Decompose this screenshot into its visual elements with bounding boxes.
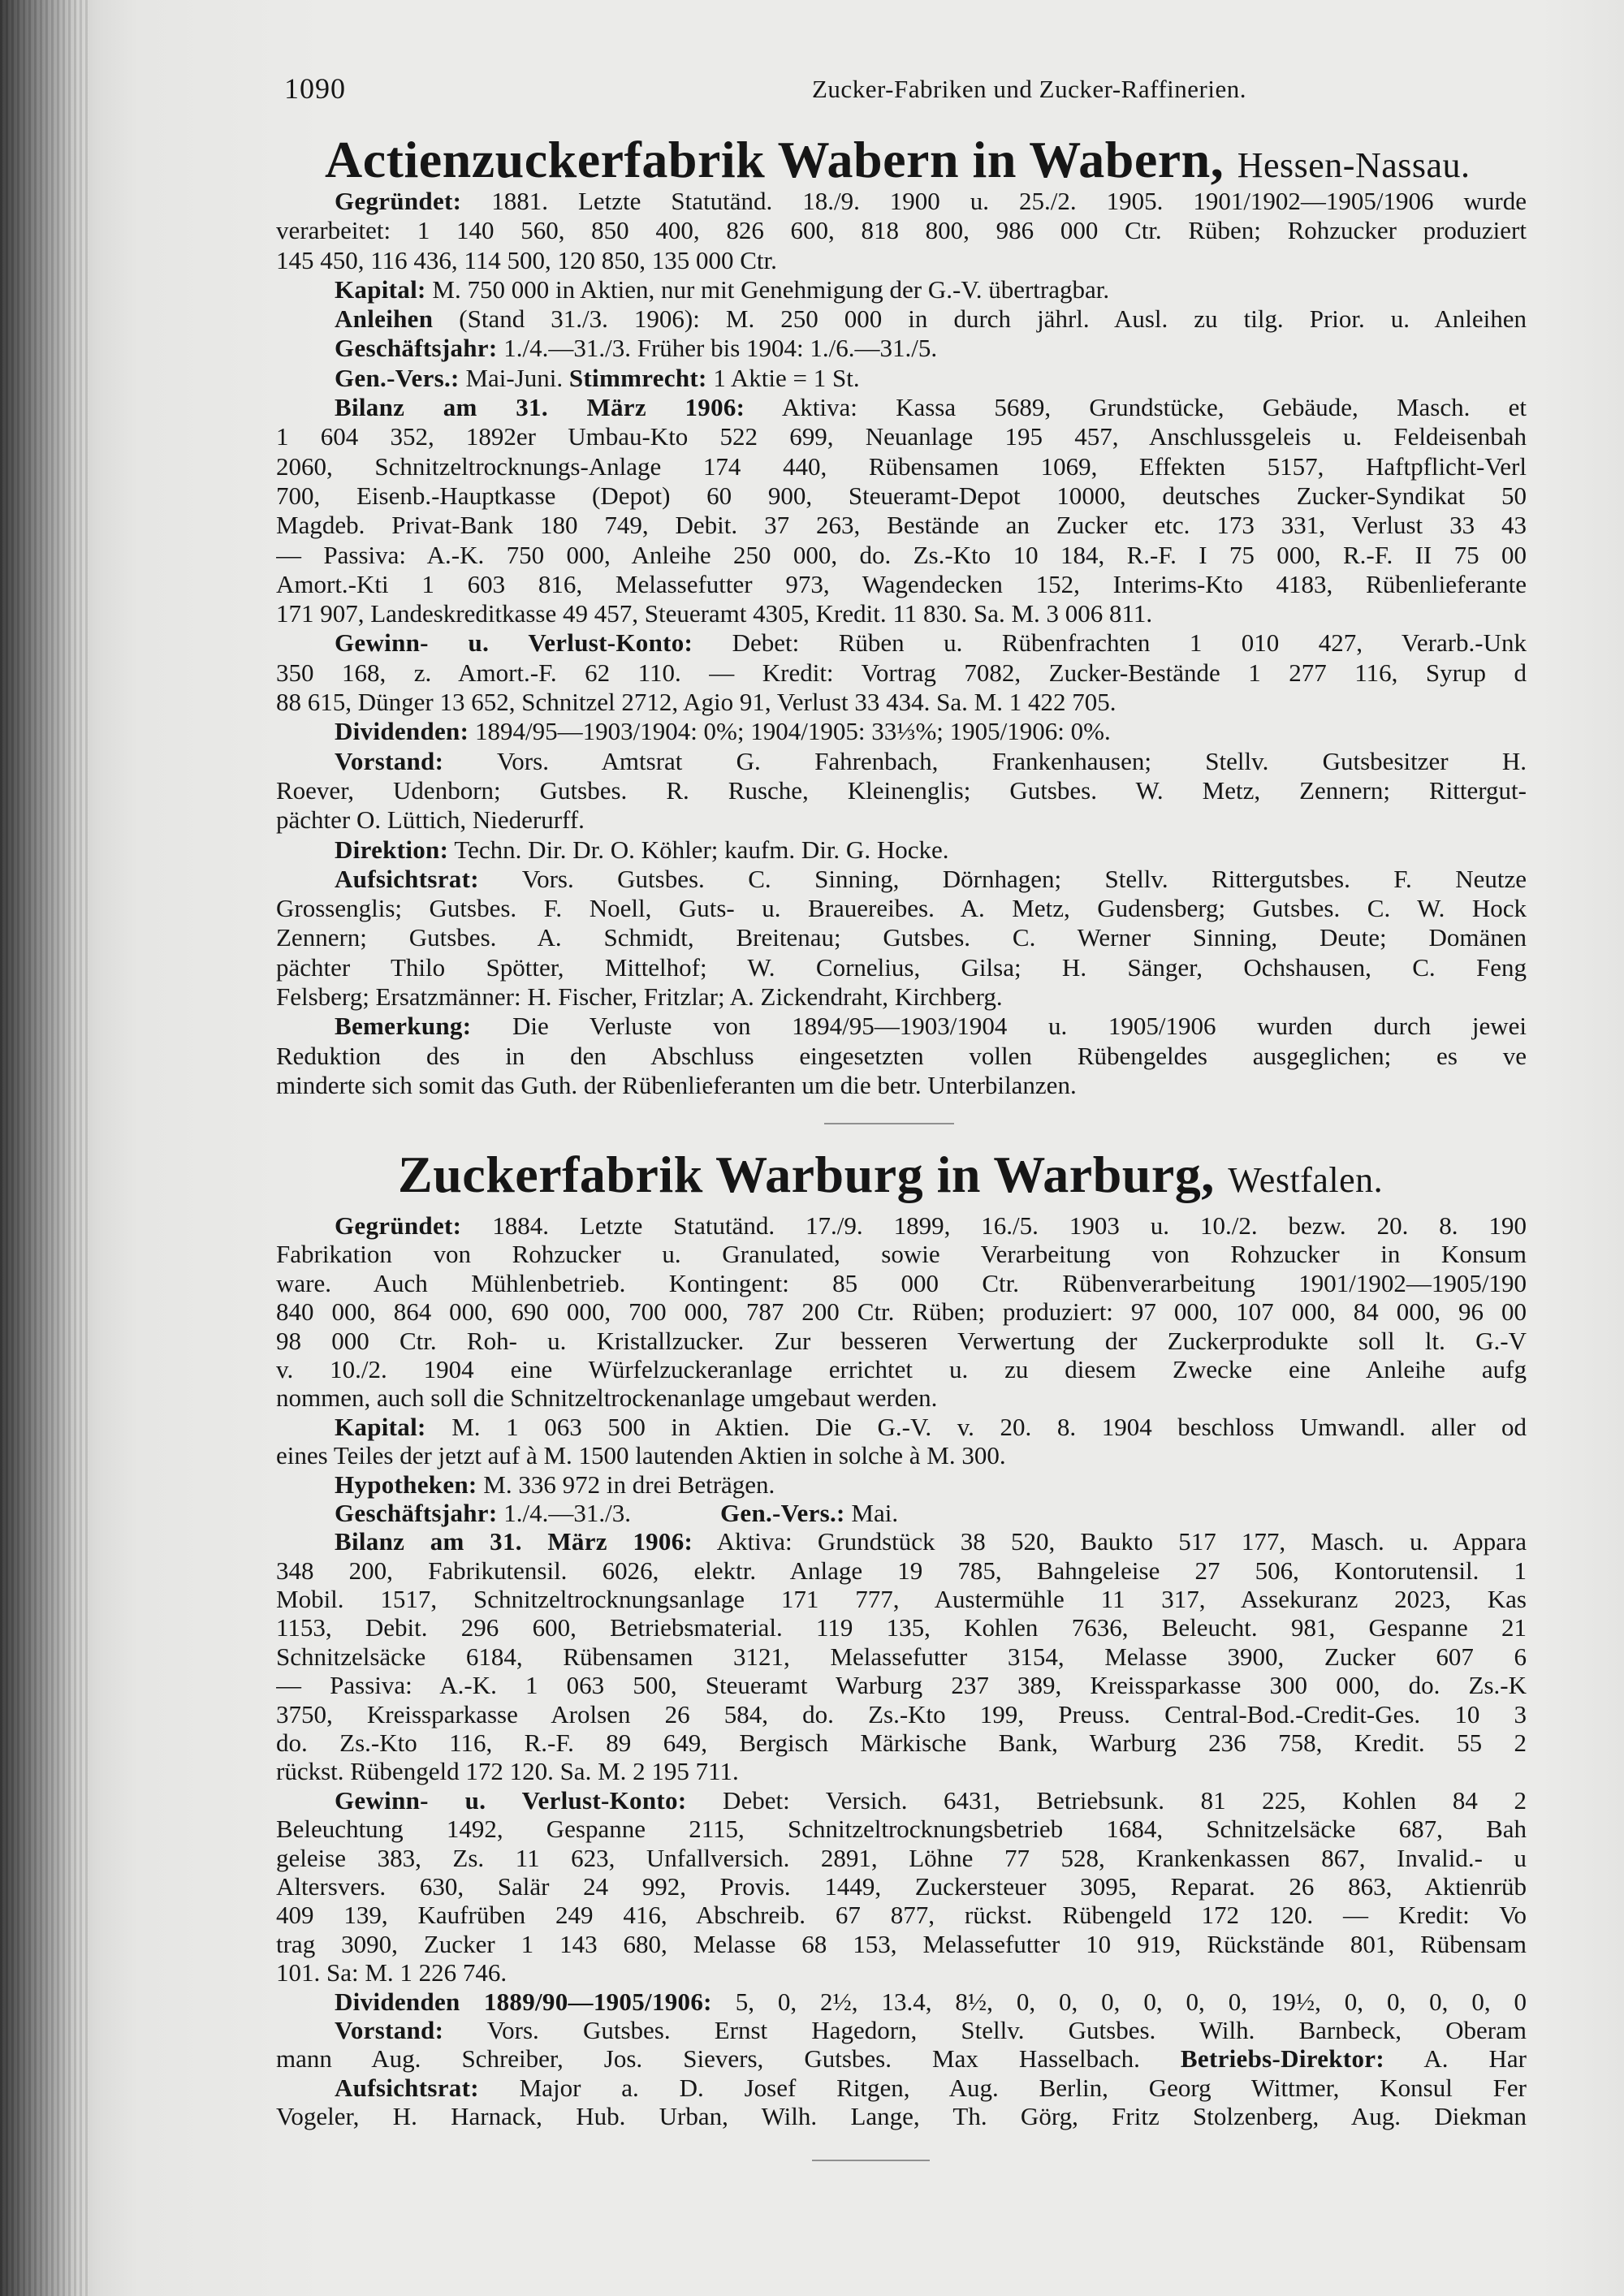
field-text: 2060, Schnitzeltrocknungs-Anlage 174 440, Rübensamen 1069, Effekten 5157, Haftpflicht-Verl [276, 451, 1527, 481]
field-label: Gegründet: [335, 1211, 462, 1240]
field-text: 1894/95—1903/1904: 0%; 1904/1905: 33⅓%; 1905/1906: 0%. [469, 717, 1111, 746]
text-line [276, 628, 1527, 658]
text-line [276, 1585, 1527, 1613]
text-line [276, 334, 1527, 363]
field-text: 1 Aktie = 1 St. [706, 363, 860, 392]
field-text: ware. Auch Mühlenbetrieb. Kontingent: 85 000 Ctr. Rübenverarbeitung 1901/1902—1905/190 [276, 1268, 1527, 1297]
text-line [276, 304, 1527, 334]
section-title-warburg [398, 1145, 1383, 1205]
field-text: Vogeler, H. Harnack, Hub. Urban, Wilh. Lange, Th. Görg, Fritz Stolzenberg, Aug. Diekman [276, 2102, 1527, 2131]
text-line [276, 2044, 1527, 2073]
field-text: pächter O. Lüttich, Niederurff. [276, 805, 585, 835]
field-label: Gen.-Vers.: [335, 363, 460, 392]
field-text: do. Zs.-Kto 116, R.-F. 89 649, Bergisch Märkische Bank, Warburg 236 758, Kredit. 55 2 [276, 1728, 1527, 1758]
field-text: 5, 0, 2½, 13.4, 8½, 0, 0, 0, 0, 0, 0, 19½, 0, 0, 0, 0, 0 [711, 1987, 1527, 2016]
text-line [276, 658, 1527, 688]
field-text: Techn. Dir. Dr. O. Köhler; kaufm. Dir. G. Hocke. [448, 835, 949, 864]
field-text: 1153, Debit. 296 600, Betriebsmaterial. 119 135, Kohlen 7636, Beleucht. 981, Gespanne 21 [276, 1613, 1527, 1642]
text-line [276, 1211, 1527, 1240]
field-text: M. 750 000 in Aktien, nur mit Genehmigung der G.-V. übertragbar. [425, 274, 1110, 304]
text-line [276, 570, 1527, 599]
field-text: Grossenglis; Gutsbes. F. Noell, Guts- u. Brauereibes. A. Metz, Gudensberg; Gutsbes. C. W. Hock [276, 894, 1527, 923]
field-text: Altersvers. 630, Salär 24 992, Provis. 1449, Zuckersteuer 3095, Reparat. 26 863, Aktienrüb [276, 1871, 1527, 1901]
text-line [276, 1642, 1527, 1671]
field-text: Fabrikation von Rohzucker u. Granulated, sowie Verarbeitung von Rohzucker in Konsum [276, 1240, 1527, 1269]
field-text: (Stand 31./3. 1906): M. 250 000 in durch jährl. Ausl. zu tilg. Prior. u. Anleihen [433, 304, 1527, 334]
field-text: 348 200, Fabrikutensil. 6026, elektr. Anlage 19 785, Bahngeleise 27 506, Kontorutensil. 1 [276, 1556, 1527, 1585]
text-line [276, 1240, 1527, 1268]
field-label: Dividenden: [335, 717, 469, 746]
field-text: geleise 383, Zs. 11 623, Unfallversich. 2891, Löhne 77 528, Krankenkassen 867, Invalid.- u [276, 1843, 1527, 1872]
field-label: Stimmrecht: [568, 363, 707, 392]
field-text: nommen, auch soll die Schnitzeltrockenanlage umgebaut werden. [276, 1383, 938, 1413]
text-line [276, 982, 1527, 1012]
field-label: Kapital: [335, 1412, 426, 1441]
text-line [276, 1355, 1527, 1383]
field-text: Magdeb. Privat-Bank 180 749, Debit. 37 263, Bestände an Zucker etc. 173 331, Verlust 33 43 [276, 511, 1527, 540]
text-line [276, 1383, 1527, 1412]
text-line [276, 1815, 1527, 1843]
field-label: Kapital: [335, 274, 426, 304]
field-text: — Passiva: A.-K. 750 000, Anleihe 250 000, do. Zs.-Kto 10 184, R.-F. I 75 000, R.-F. II 75 00 [276, 540, 1527, 569]
field-text: 98 000 Ctr. Roh- u. Kristallzucker. Zur besseren Verwertung der Zuckerprodukte soll lt. G.-V [276, 1326, 1527, 1355]
field-text: Schnitzelsäcke 6184, Rübensamen 3121, Melassefutter 3154, Melasse 3900, Zucker 607 6 [276, 1642, 1527, 1671]
text-line [276, 1042, 1527, 1071]
text-line [276, 1786, 1527, 1815]
field-text: Mai. [844, 1498, 899, 1527]
text-line [276, 452, 1527, 481]
text-line [276, 923, 1527, 952]
field-text: verarbeitet: 1 140 560, 850 400, 826 600, 818 800, 986 000 Ctr. Rüben; Rohzucker produziert [276, 216, 1527, 245]
text-line [276, 1556, 1527, 1585]
company-name: Zuckerfabrik Warburg in Warburg, [398, 1146, 1215, 1203]
field-text: 409 139, Kaufrüben 249 416, Abschreib. 67 877, rückst. Rübengeld 172 120. — Kredit: Vo [276, 1901, 1527, 1930]
field-text: Reduktion des in den Abschluss eingesetzten vollen Rübengeldes ausgeglichen; es ve [276, 1041, 1527, 1070]
field-text: mann Aug. Schreiber, Jos. Sievers, Gutsbes. Max Hasselbach. [276, 2044, 1181, 2074]
field-text: A. Har [1384, 2044, 1527, 2074]
field-text: Debet: Rüben u. Rübenfrachten 1 010 427, Verarb.-Unk [693, 628, 1527, 658]
field-text: 1881. Letzte Statutänd. 18./9. 1900 u. 25./2. 1905. 1901/1902—1905/1906 wurde [461, 187, 1527, 215]
field-text: Major a. D. Josef Ritgen, Aug. Berlin, Georg Wittmer, Konsul Fer [478, 2073, 1527, 2102]
field-label: Dividenden 1889/90—1905/1906: [335, 1987, 712, 2016]
field-text: Roever, Udenborn; Gutsbes. R. Rusche, Kleinenglis; Gutsbes. W. Metz, Zennern; Rittergut- [276, 775, 1527, 805]
field-text: 1 604 352, 1892er Umbau-Kto 522 699, Neuanlage 195 457, Anschlussgeleis u. Feldeisenbah [276, 422, 1527, 451]
text-line [276, 2074, 1527, 2102]
field-label: Aufsichtsrat: [335, 864, 479, 893]
text-line [276, 1671, 1527, 1699]
field-label: Bemerkung: [335, 1012, 472, 1041]
text-line [276, 2102, 1527, 2130]
text-line [276, 511, 1527, 540]
text-line [276, 541, 1527, 570]
text-line [276, 747, 1527, 776]
text-line [276, 1297, 1527, 1326]
text-line [276, 1930, 1527, 1958]
text-line [276, 1728, 1527, 1757]
section-divider [812, 2160, 930, 2161]
field-label: Geschäftsjahr: [335, 1498, 498, 1527]
field-text: Vors. Amtsrat G. Fahrenbach, Frankenhausen; Stellv. Gutsbesitzer H. [443, 746, 1527, 775]
field-label: Gewinn- u. Verlust-Konto: [335, 628, 693, 658]
text-line [276, 1872, 1527, 1901]
text-line [276, 1441, 1527, 1470]
field-text: trag 3090, Zucker 1 143 680, Melasse 68 153, Melassefutter 10 919, Rückstände 801, Rübensam [276, 1929, 1527, 1958]
field-text: 145 450, 116 436, 114 500, 120 850, 135 000 Ctr. [276, 245, 777, 274]
field-label: Direktion: [335, 835, 449, 864]
text-line [276, 1901, 1527, 1929]
text-line [276, 364, 1527, 393]
field-text: M. 336 972 in drei Beträgen. [477, 1470, 775, 1499]
text-line [276, 1613, 1527, 1642]
field-text: Felsberg; Ersatzmänner: H. Fischer, Fritzlar; A. Zickendraht, Kirchberg. [276, 982, 1003, 1012]
text-line [276, 1987, 1527, 2016]
section-divider [824, 1123, 954, 1124]
field-text: 350 168, z. Amort.-F. 62 110. — Kredit: Vortrag 7082, Zucker-Bestände 1 277 116, Syrup d [276, 658, 1527, 687]
field-text: Aktiva: Kassa 5689, Grundstücke, Gebäude, Masch. et [745, 393, 1527, 422]
text-line [276, 1012, 1527, 1041]
field-text: 3750, Kreissparkasse Arolsen 26 584, do. Zs.-Kto 199, Preuss. Central-Bod.-Credit-Ges. 10 3 [276, 1699, 1527, 1728]
field-label: Gegründet: [335, 187, 462, 215]
text-line [276, 1757, 1527, 1785]
field-text: eines Teiles der jetzt auf à M. 1500 lautenden Aktien in solche à M. 300. [276, 1441, 1006, 1470]
field-text: Beleuchtung 1492, Gespanne 2115, Schnitzeltrocknungsbetrieb 1684, Schnitzelsäcke 687, Bah [276, 1815, 1527, 1844]
field-label: Gewinn- u. Verlust-Konto: [335, 1785, 687, 1815]
field-label: Bilanz am 31. März 1906: [335, 393, 745, 422]
text-line [276, 688, 1527, 717]
field-label: Gen.-Vers.: [719, 1498, 845, 1527]
text-line [276, 216, 1527, 245]
field-label: Bilanz am 31. März 1906: [335, 1527, 693, 1556]
text-line [276, 275, 1527, 304]
field-text: Die Verluste von 1894/95—1903/1904 u. 1905/1906 wurden durch jewei [471, 1012, 1527, 1041]
field-text: M. 1 063 500 in Aktien. Die G.-V. v. 20. 8. 1904 beschloss Umwandl. aller od [425, 1412, 1527, 1441]
text-line [276, 1470, 1527, 1499]
text-line [276, 953, 1527, 982]
text-line [276, 393, 1527, 422]
field-text: Vors. Gutsbes. C. Sinning, Dörnhagen; Stellv. Rittergutsbes. F. Neutze [478, 864, 1527, 893]
field-text: v. 10./2. 1904 eine Würfelzuckeranlage errichtet u. zu diesem Zwecke eine Anleihe aufg [276, 1354, 1527, 1383]
section-body-wabern [276, 187, 1527, 1100]
text-line [276, 717, 1527, 746]
field-text: rückst. Rübengeld 172 120. Sa. M. 2 195 711. [276, 1757, 739, 1786]
text-line [276, 187, 1527, 216]
field-text: Mai-Juni. [459, 363, 569, 392]
company-region: Westfalen. [1228, 1160, 1384, 1200]
text-line [276, 865, 1527, 894]
field-text: Debet: Versich. 6431, Betriebsunk. 81 225, Kohlen 84 2 [686, 1785, 1527, 1815]
field-text: 171 907, Landeskreditkasse 49 457, Steueramt 4305, Kredit. 11 830. Sa. M. 3 006 811. [276, 599, 1153, 628]
field-text: minderte sich somit das Guth. der Rübenlieferanten um die betr. Unterbilanzen. [276, 1070, 1077, 1099]
field-text: Amort.-Kti 1 603 816, Melassefutter 973, Wagendecken 152, Interims-Kto 4183, Rübenlieferante [276, 569, 1527, 598]
field-text: 700, Eisenb.-Hauptkasse (Depot) 60 900, Steueramt-Depot 10000, deutsches Zucker-Syndikat 50 [276, 481, 1527, 510]
field-text: 1./4.—31./3. [497, 1498, 631, 1527]
field-label: Hypotheken: [335, 1470, 477, 1499]
scan-binding-edge [0, 0, 89, 2296]
company-name: Actienzuckerfabrik Wabern in Wabern, [325, 131, 1224, 188]
field-label: Vorstand: [335, 746, 444, 775]
field-label: Vorstand: [335, 2015, 444, 2044]
page-number: 1090 [284, 72, 346, 105]
section-title-wabern [325, 130, 1471, 190]
field-text: 101. Sa: M. 1 226 746. [276, 1958, 508, 1987]
field-text: Zennern; Gutsbes. A. Schmidt, Breitenau; Gutsbes. C. Werner Sinning, Deute; Domänen [276, 923, 1527, 952]
text-line [276, 422, 1527, 451]
field-label: Anleihen [335, 304, 434, 334]
text-line [276, 1499, 1527, 1527]
text-line [276, 805, 1527, 835]
field-label: Aufsichtsrat: [335, 2073, 479, 2102]
field-label: Geschäftsjahr: [335, 334, 498, 363]
field-text: Vors. Gutsbes. Ernst Hagedorn, Stellv. Gutsbes. Wilh. Barnbeck, Oberam [443, 2015, 1527, 2044]
field-text: 1./4.—31./3. Früher bis 1904: 1./6.—31./5. [497, 334, 938, 363]
field-text: 88 615, Dünger 13 652, Schnitzel 2712, Agio 91, Verlust 33 434. Sa. M. 1 422 705. [276, 688, 1116, 717]
field-label: Betriebs-Direktor: [1180, 2044, 1384, 2074]
field-text: pächter Thilo Spötter, Mittelhof; W. Cornelius, Gilsa; H. Sänger, Ochshausen, C. Feng [276, 952, 1527, 982]
company-region: Hessen-Nassau. [1237, 145, 1471, 185]
text-line [276, 246, 1527, 275]
field-text: Aktiva: Grundstück 38 520, Baukto 517 177, Masch. u. Appara [693, 1527, 1527, 1556]
field-text: 840 000, 864 000, 690 000, 700 000, 787 200 Ctr. Rüben; produziert: 97 000, 107 000, 84 000, 96 00 [276, 1297, 1527, 1327]
text-line [276, 1527, 1527, 1556]
text-line [276, 1327, 1527, 1355]
field-text: — Passiva: A.-K. 1 063 500, Steueramt Warburg 237 389, Kreissparkasse 300 000, do. Zs.-K [276, 1671, 1527, 1700]
text-line [276, 894, 1527, 923]
text-line [276, 2016, 1527, 2044]
text-line [276, 599, 1527, 628]
text-line [276, 1269, 1527, 1297]
text-line [276, 1958, 1527, 1987]
text-line [276, 481, 1527, 511]
text-line [276, 1700, 1527, 1728]
section-body-warburg [276, 1211, 1527, 2131]
field-text: Mobil. 1517, Schnitzeltrocknungsanlage 171 777, Austermühle 11 317, Assekuranz 2023, Kas [276, 1585, 1527, 1614]
text-line [276, 1844, 1527, 1872]
text-line [276, 1413, 1527, 1441]
text-line [276, 776, 1527, 805]
running-title: Zucker-Fabriken und Zucker-Raffinerien. [812, 75, 1246, 103]
field-text: 1884. Letzte Statutänd. 17./9. 1899, 16./5. 1903 u. 10./2. bezw. 20. 8. 190 [461, 1211, 1527, 1240]
text-line [276, 835, 1527, 865]
text-line [276, 1071, 1527, 1100]
